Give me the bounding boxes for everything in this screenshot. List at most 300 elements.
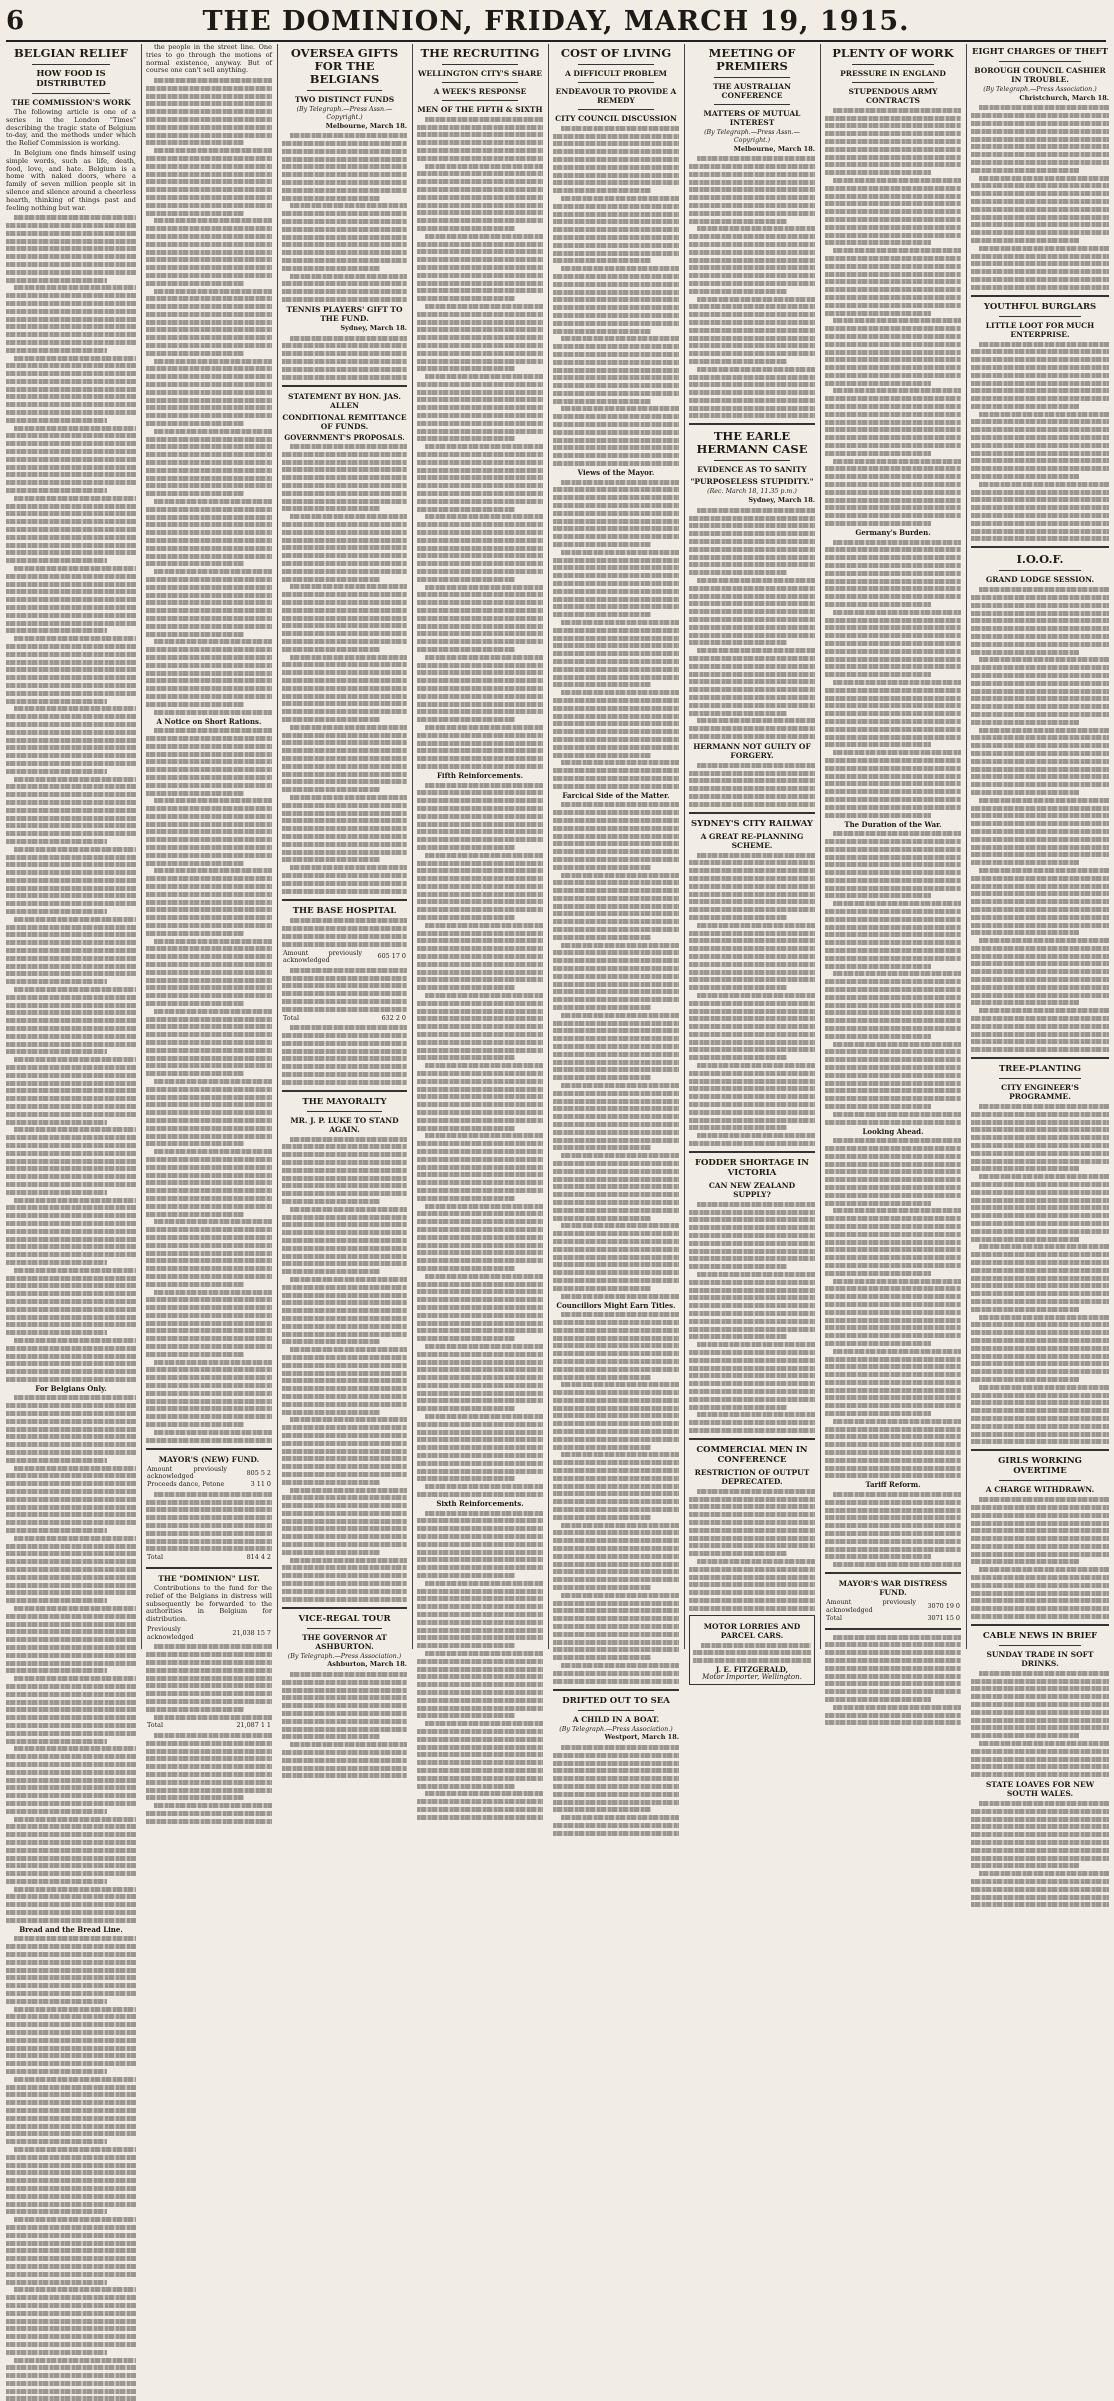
text-line [553,1468,679,1473]
text-line [971,1718,1109,1723]
text-line [553,880,679,885]
text-line [6,231,136,236]
text-line [417,1752,543,1757]
headline-city-railway: SYDNEY'S CITY RAILWAY [691,818,813,829]
text-line [825,209,961,214]
text-line [6,1824,136,1829]
text-line [971,1559,1079,1564]
text-line [971,782,1109,787]
text-line [425,1721,543,1726]
text-line [146,616,272,621]
text-line [553,453,679,458]
text-line [417,1430,543,1435]
text-line [6,2030,136,2035]
text-line [6,660,136,665]
text-line [971,191,1109,196]
text-line [417,915,515,920]
text-line [417,288,543,293]
text-line [825,847,961,852]
text-line [146,444,272,449]
text-line [6,1544,136,1549]
text-line [425,1274,543,1279]
text-line [6,932,136,937]
text-line [971,388,1109,393]
text-line [689,1086,815,1091]
article-body [689,508,815,739]
text-line [825,287,961,292]
subhead-week: A WEEK'S RESPONSE [433,87,527,96]
text-line [825,505,961,510]
article-body [689,853,815,1146]
text-line [979,798,1109,803]
text-line [561,1523,679,1528]
article-body [971,1671,1109,1777]
text-line [146,1188,272,1193]
text-line [971,1513,1109,1518]
text-line [282,764,407,769]
text-line [146,1772,272,1777]
text-line [6,301,136,306]
text-line [833,1208,961,1213]
headline-fodder: FODDER SHORTAGE IN VICTORIA [694,1158,810,1179]
text-line [146,1819,272,1824]
text-line [689,258,815,263]
text-line [553,729,679,734]
text-line [689,1016,815,1021]
text-line [971,1120,1109,1125]
text-line [417,624,543,629]
text-line [417,140,543,145]
text-line [146,1180,272,1185]
article-paragraph: The following article is one of a series in the London "Times" describing the tragic state of Belgium to-day, and the methods under which the Relief Commission is working. [6,108,136,148]
text-line [561,1815,679,1820]
text-line [689,1405,787,1410]
text-line [825,711,961,716]
article-body [825,1492,961,1567]
text-line [553,1515,651,1520]
text-line [146,1321,272,1326]
text-line [282,1719,407,1724]
text-line [417,351,543,356]
text-line [282,1750,407,1755]
table-row: Amount previously acknowledged 605 17 0 [283,948,406,965]
text-line [282,873,407,878]
text-line [689,382,815,387]
text-line [689,656,815,661]
section-subhead: The Duration of the War. [844,819,942,829]
text-line [6,1778,136,1783]
text-line [689,1334,787,1339]
text-line [697,1489,815,1494]
text-line [6,1762,136,1767]
text-line [417,892,543,897]
text-line [553,1359,679,1364]
text-line [417,249,543,254]
text-line [6,792,136,797]
text-line [417,1667,543,1672]
text-line [689,1358,815,1363]
text-line [146,845,272,850]
text-line [971,689,1109,694]
text-line [825,1658,961,1663]
text-line [971,1879,1109,1884]
text-line [825,256,961,261]
text-line [417,538,543,543]
text-line [417,647,515,652]
text-line [697,367,815,372]
text-line [146,1243,272,1248]
text-line [425,234,543,239]
text-line [6,387,136,392]
text-line [146,1438,272,1443]
text-line [825,594,961,599]
text-line [6,488,107,493]
text-line [146,366,272,371]
text-line [282,889,407,894]
text-line [290,1672,407,1677]
text-line [282,1589,407,1594]
text-line [417,483,543,488]
text-line [282,1215,407,1220]
subhead-difficult: A DIFFICULT PROBLEM [564,69,667,78]
text-line [553,141,679,146]
text-line [971,1432,1109,1437]
text-line [971,1166,1079,1171]
text-line [146,327,272,332]
text-line [146,320,272,325]
text-line [825,893,931,898]
text-line [971,1016,1109,1021]
text-line [825,155,961,160]
text-line [425,585,543,590]
text-line [417,242,543,247]
text-line [979,176,1109,181]
text-line [689,1295,815,1300]
text-line [689,664,815,669]
text-line [971,1205,1109,1210]
text-line [146,962,272,967]
dateline: (By Telegraph.—Press Association.) [559,1725,673,1733]
text-line [417,1243,543,1248]
text-line [6,2334,136,2339]
text-line [417,265,543,270]
ad-place: Motor Importer, Wellington. [702,1672,802,1681]
text-line [553,1655,651,1660]
text-line [971,611,1109,616]
text-line [146,1212,244,1217]
text-line [6,1879,107,1884]
text-line [282,227,407,232]
text-line [6,1520,136,1525]
text-line [290,444,407,449]
text-line [553,1286,651,1291]
text-line [282,1711,407,1716]
text-line [6,2186,136,2191]
text-line [417,946,543,951]
text-line [417,148,543,153]
text-line [6,2131,136,2136]
text-line [282,1480,380,1485]
text-line [6,317,136,322]
text-line [146,1017,272,1022]
column-3 [282,44,407,1669]
text-line [6,995,136,1000]
text-line [282,662,407,667]
text-line [417,577,515,582]
text-line [971,1887,1109,1892]
text-line [833,610,961,615]
text-line [697,1412,815,1417]
text-line [282,756,407,761]
text-line [282,592,407,597]
text-line [146,382,272,387]
text-line [971,137,1109,142]
text-line [417,343,543,348]
text-line [833,1138,961,1143]
text-line [146,1531,272,1536]
text-line [825,1458,961,1463]
text-line [146,1756,272,1761]
section-subhead: Looking Ahead. [862,1126,924,1136]
text-line [290,655,407,660]
text-line [6,2116,136,2121]
text-line [6,2248,136,2253]
text-line [553,745,679,750]
text-line [6,1458,107,1463]
text-line [825,451,931,456]
text-line [561,1013,679,1018]
text-line [693,1658,811,1663]
text-line [6,2342,136,2347]
text-line [146,744,272,749]
text-line [689,633,815,638]
text-line [971,1338,1109,1343]
text-line [553,1546,679,1551]
text-line [146,1741,272,1746]
text-line [971,1283,1109,1288]
text-line [282,1285,407,1290]
text-line [6,1629,136,1634]
text-line [6,2170,136,2175]
text-line [553,352,679,357]
text-line [689,892,815,897]
list-heading: THE "DOMINION" LIST. [158,1574,260,1583]
text-line [971,1377,1079,1382]
text-line [553,581,679,586]
text-line [689,539,815,544]
text-line [417,631,543,636]
subhead-restriction: RESTRICTION OF OUTPUT DEPRECATED. [694,1467,810,1486]
text-line [553,1028,679,1033]
text-line [689,679,815,684]
text-line [971,466,1109,471]
text-line [417,931,543,936]
text-line [417,1352,543,1357]
text-line [971,160,1109,165]
text-line [825,1271,931,1276]
text-line [689,1590,815,1595]
text-line [825,995,961,1000]
text-line [417,1024,543,1029]
text-line [14,1606,136,1611]
text-line [697,718,815,723]
text-line [282,1246,407,1251]
text-line [417,1313,543,1318]
text-line [417,1305,543,1310]
text-line [6,574,136,579]
text-line [417,179,543,184]
text-line [971,1764,1109,1769]
text-line [417,1032,543,1037]
text-line [154,1079,272,1084]
text-line [971,1221,1109,1226]
fund-heading: MAYOR'S WAR DISTRESS FUND. [838,1579,948,1598]
text-line [553,1538,679,1543]
text-line [689,195,815,200]
text-line [553,1192,679,1197]
text-line [417,1141,543,1146]
text-line [561,266,679,271]
text-line [417,195,543,200]
text-line [6,1645,136,1650]
column-4 [417,44,543,1649]
column-rule [548,44,549,1649]
text-line [971,1135,1109,1140]
text-line [825,1088,961,1093]
text-line [971,993,1109,998]
text-line [417,1016,543,1021]
text-line [971,513,1109,518]
text-line [825,1010,961,1015]
text-line [553,1776,679,1781]
text-line [697,993,815,998]
column-8 [971,44,1109,1799]
text-line [971,113,1109,118]
text-line [825,1232,961,1237]
text-line [282,1464,407,1469]
text-line [971,1213,1109,1218]
text-line [553,503,679,508]
text-line [553,227,679,232]
text-line [6,472,136,477]
text-line [553,768,679,773]
text-line [290,1488,407,1493]
text-line [6,2085,136,2090]
text-line [146,892,272,897]
text-line [553,784,679,789]
text-line [282,491,407,496]
text-line [146,1344,272,1349]
text-line [417,1542,543,1547]
article-body [282,1137,407,1602]
text-line [282,506,380,511]
text-line [146,1749,272,1754]
text-line [14,1676,136,1681]
text-line [146,1383,272,1388]
text-line [146,351,244,356]
text-line [971,891,1109,896]
text-line [553,651,679,656]
text-line [146,985,272,990]
text-line [6,1894,136,1899]
subhead-lodge: GRAND LODGE SESSION. [985,575,1095,585]
text-line [697,1342,815,1347]
text-line [6,1283,136,1288]
text-line [825,1120,961,1125]
article-body [553,1745,679,1836]
text-line [6,2202,136,2207]
text-line [146,671,272,676]
text-line [282,1222,407,1227]
text-line [146,507,272,512]
text-line [6,597,136,602]
text-line [417,1219,543,1224]
text-line [971,1127,1109,1132]
text-line [417,1157,543,1162]
text-line [553,826,679,831]
text-line [833,1042,961,1047]
text-line [971,1361,1109,1366]
text-line [971,474,1079,479]
text-line [971,1772,1109,1777]
text-line [146,1500,272,1505]
text-line [146,814,272,819]
text-line [290,1025,407,1030]
text-line [553,1562,679,1567]
text-line [282,553,407,558]
text-line [146,736,272,741]
text-line [154,78,272,83]
text-line [825,334,961,339]
text-line [6,1377,136,1382]
text-line [417,1745,543,1750]
text-line [282,1144,407,1149]
text-line [282,942,407,947]
text-line [146,1367,272,1372]
text-line [6,1135,136,1140]
text-line [6,1166,136,1171]
text-line [146,1118,272,1123]
text-line [689,1110,815,1115]
text-line [146,437,272,442]
dateline-place: Sydney, March 18. [340,323,407,332]
text-line [6,1952,136,1957]
text-line [146,281,244,286]
text-line [689,1598,815,1603]
text-line [561,802,679,807]
text-line [553,134,679,139]
dateline-place: Westport, March 18. [604,1733,679,1742]
text-line [282,1355,407,1360]
text-line [553,1184,679,1189]
text-line [689,1055,787,1060]
text-line [697,853,815,858]
text-line [971,404,1079,409]
subhead-cashier: BOROUGH COUNCIL CASHIER IN TROUBLE. [974,66,1106,84]
text-line [417,460,543,465]
text-line [553,1351,679,1356]
text-line [146,822,272,827]
text-line [825,474,961,479]
text-line [971,743,1109,748]
text-line [146,468,272,473]
text-line [689,617,815,622]
text-line [689,915,787,920]
text-line [6,511,136,516]
text-line [282,343,407,348]
dateline-place: Christchurch, March 18. [1019,93,1109,102]
text-line [971,1182,1109,1187]
